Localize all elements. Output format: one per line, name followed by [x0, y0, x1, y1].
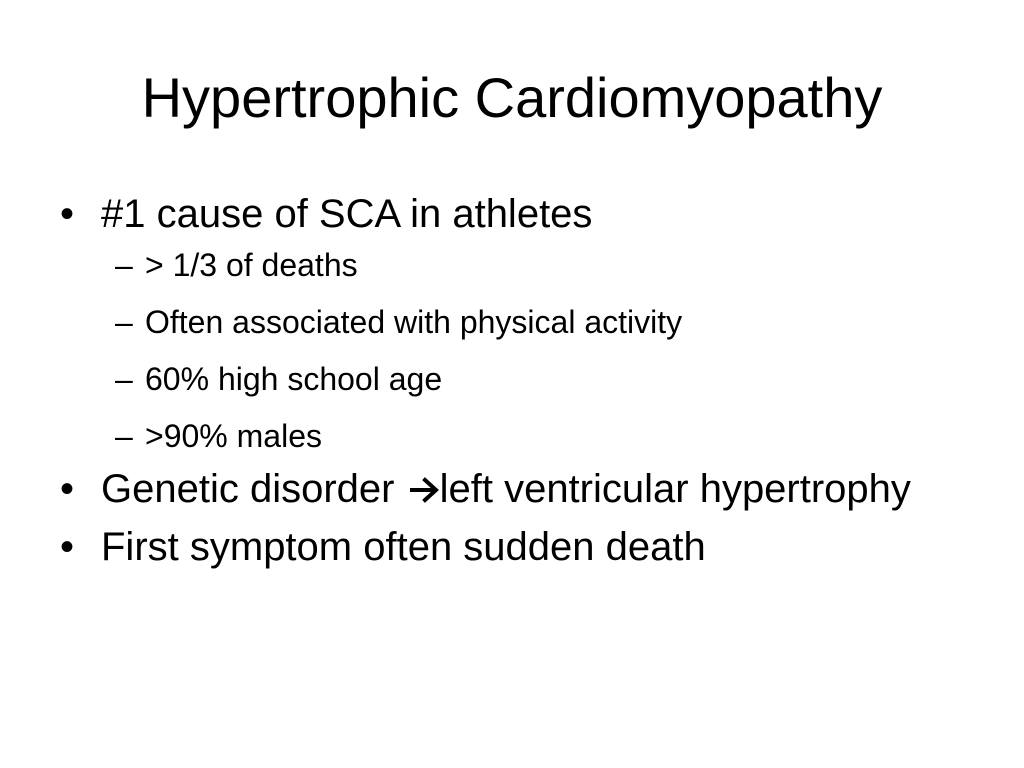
sub-bullet-marker: – — [115, 304, 133, 340]
bullet-item — [60, 521, 980, 573]
bullet-text-before-arrow: Genetic disorder — [101, 467, 406, 511]
sub-bullet-item — [101, 301, 980, 343]
right-arrow-icon — [410, 476, 440, 504]
bullet-text: #1 cause of SCA in athletes — [101, 192, 593, 236]
slide-title: Hypertrophic Cardiomyopathy — [141, 66, 883, 129]
bullet-list — [60, 188, 980, 579]
bullet-marker: • — [60, 525, 75, 569]
sub-bullet-marker: – — [115, 247, 133, 283]
sub-bullet-item — [101, 415, 980, 457]
sub-bullet-list — [101, 244, 980, 457]
bullet-text: First symptom often sudden death — [101, 525, 706, 569]
sub-bullet-text: 60% high school age — [145, 361, 443, 397]
sub-bullet-text: >90% males — [145, 418, 322, 454]
bullet-item — [60, 463, 980, 515]
sub-bullet-marker: – — [115, 361, 133, 397]
sub-bullet-marker: – — [115, 418, 133, 454]
bullet-marker: • — [60, 192, 75, 236]
sub-bullet-text: Often associated with physical activity — [145, 304, 683, 340]
sub-bullet-item — [101, 244, 980, 286]
bullet-item — [60, 188, 980, 457]
sub-bullet-text: > 1/3 of deaths — [145, 247, 358, 283]
bullet-text-after-arrow: left ventricular hypertrophy — [439, 467, 911, 511]
sub-bullet-item — [101, 358, 980, 400]
bullet-marker: • — [60, 467, 75, 511]
